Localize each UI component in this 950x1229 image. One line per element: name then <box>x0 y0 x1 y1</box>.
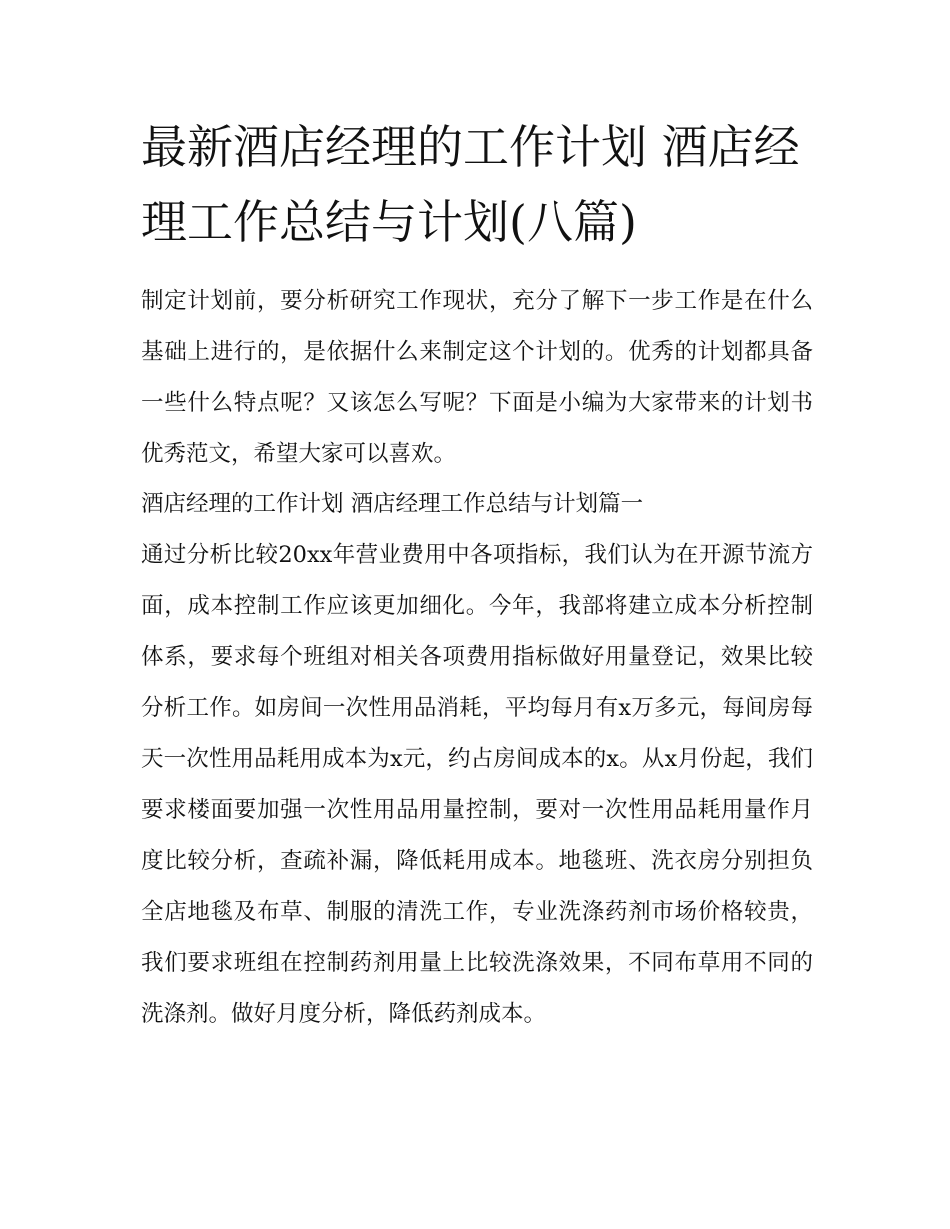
document-title: 最新酒店经理的工作计划 酒店经理工作总结与计划(八篇) <box>141 120 800 249</box>
section-heading: 酒店经理的工作计划 酒店经理工作总结与计划篇一 <box>141 491 644 517</box>
intro-paragraph: 制定计划前，要分析研究工作现状，充分了解下一步工作是在什么基础上进行的，是依据什么来制定这个计划的。优秀的计划都具备一些什么特点呢？又该怎么写呢？下面是小编为大家带来的计划书优秀范文，希望大家可以喜欢。 <box>141 288 813 467</box>
section-body-paragraph: 通过分析比较20xx年营业费用中各项指标，我们认为在开源节流方面，成本控制工作应该更加细化。今年，我部将建立成本分析控制体系，要求每个班组对相关各项费用指标做好用量登记，效果比较分析工作。如房间一次性用品消耗，平均每月有x万多元，每间房每天一次性用品耗用成本为x元，约占房间成本的x。从x月份起，我们要求楼面要加强一次性用品用量控制，要对一次性用品耗用量作月度比较分析，查疏补漏，降低耗用成本。地毯班、洗衣房分别担负全店地毯及布草、制服的清洗工作，专业洗涤药剂市场价格较贵，我们要求班组在控制药剂用量上比较洗涤效果，不同布草用不同的洗涤剂。做好月度分析，降低药剂成本。 <box>141 542 813 1027</box>
